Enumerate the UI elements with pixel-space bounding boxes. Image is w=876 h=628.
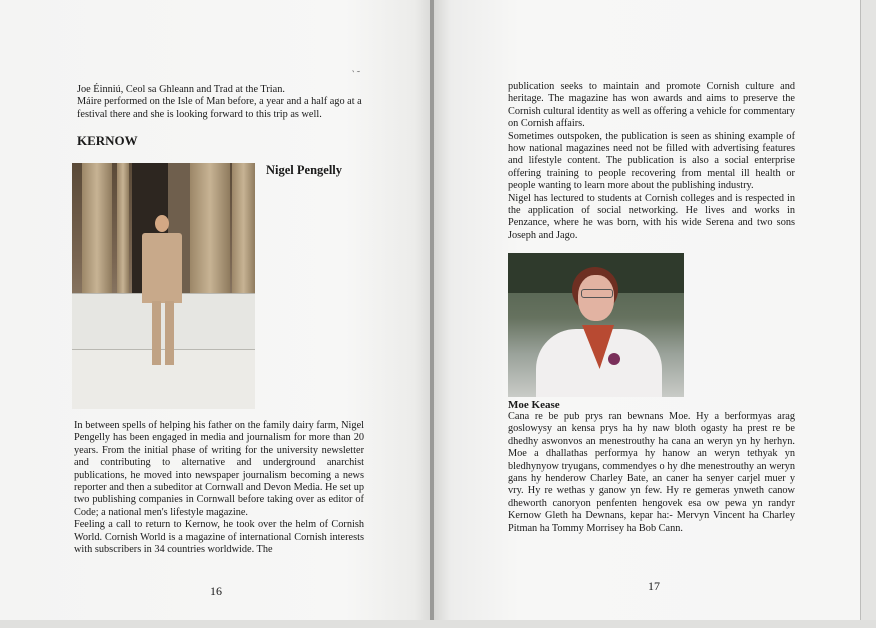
left-page xyxy=(0,0,432,622)
intro-line: Joe Éinniú, Ceol sa Ghleann and Trad at the Trian. xyxy=(77,84,285,95)
person-name-nigel: Nigel Pengelly xyxy=(266,163,343,177)
moe-kease-photo xyxy=(508,253,684,397)
nigel-bio xyxy=(74,420,364,556)
nigel-pengelly-photo xyxy=(72,163,255,409)
bio-paragraph: Feeling a call to return to Kernow, he took over the helm of Cornish World. Cornish World is a magazine of international Cornish interests with subscribers in 34 countries worldwide. The xyxy=(74,519,364,556)
bio-paragraph: Nigel has lectured to students at Cornish colleges and is respected in the application of social networking. He lives and works in Penzance, where he was born, with his wide Serena and two sons Joseph and Jago. xyxy=(508,192,795,241)
page-number-right: 17 xyxy=(648,579,660,593)
bio-paragraph: In between spells of helping his father on the family dairy farm, Nigel Pengelly has been engaged in media and journalism for more than 20 years. From the initial phase of writing for the university newsletter and contributing to alternative and underground anarchist publications, he moved into newspaper journalism becoming a news reporter and then a subeditor at Cornwall and Devon Media. He set up two publishing companies in Cornwall before taking over as editor of Code; a national men's lifestyle magazine. xyxy=(74,420,364,518)
page-number-left: 16 xyxy=(210,584,222,598)
moe-bio xyxy=(508,411,795,535)
person-name-moe: Moe Kease xyxy=(508,399,560,411)
scan-mark: ‵ ˜ xyxy=(352,70,361,81)
bio-paragraph: publication seeks to maintain and promote Cornish culture and heritage. The magazine has won awards and aims to preserve the Cornish cultural identity as well as offering a vehicle for commentary on Cornish affairs. xyxy=(508,81,795,130)
bio-paragraph: Sometimes outspoken, the publication is seen as shining example of how national magazines need not be filled with advertising features and lifestyle content. The publication is also a social enterprise offering training to people recovering from mental ill health or people wanting to learn more about the publishing industry. xyxy=(508,130,795,192)
intro-text xyxy=(77,84,370,121)
page-edge-bottom xyxy=(0,620,876,628)
page-edge xyxy=(860,0,876,628)
nigel-bio-continued xyxy=(508,81,795,242)
section-heading: KERNOW xyxy=(77,133,138,148)
intro-line: Máire performed on the Isle of Man before, a year and a half ago at a festival there and she is looking forward to this trip as well. xyxy=(77,96,362,120)
bio-paragraph: Cana re be pub prys ran bewnans Moe. Hy a berformyas arag goslowysy an kensa prys ha hy naw bloth ogasty ha prest re be dhedhy aswonvos an menestrouthy ha cana an weryn yn hy herhyn. Moe a dhallathas performya hy hanow an weryn tethyak yn bledhynyow tryugans, commendyes o hy dhe menestrouthy an weryn gans hy henderow Charley Bate, an caner ha senyer carjel muer y vry. Hy re wethas y ganow yn few. Hy re gemeras ynweth canow dheworth canoryon penfenten hengovek esa ow pewa yn randyr Kernow Gleth ha Dewnans, kepar ha:- Mervyn Vincent ha Charley Pitman ha Tommy Morrisey ha Bob Cann. xyxy=(508,411,795,534)
